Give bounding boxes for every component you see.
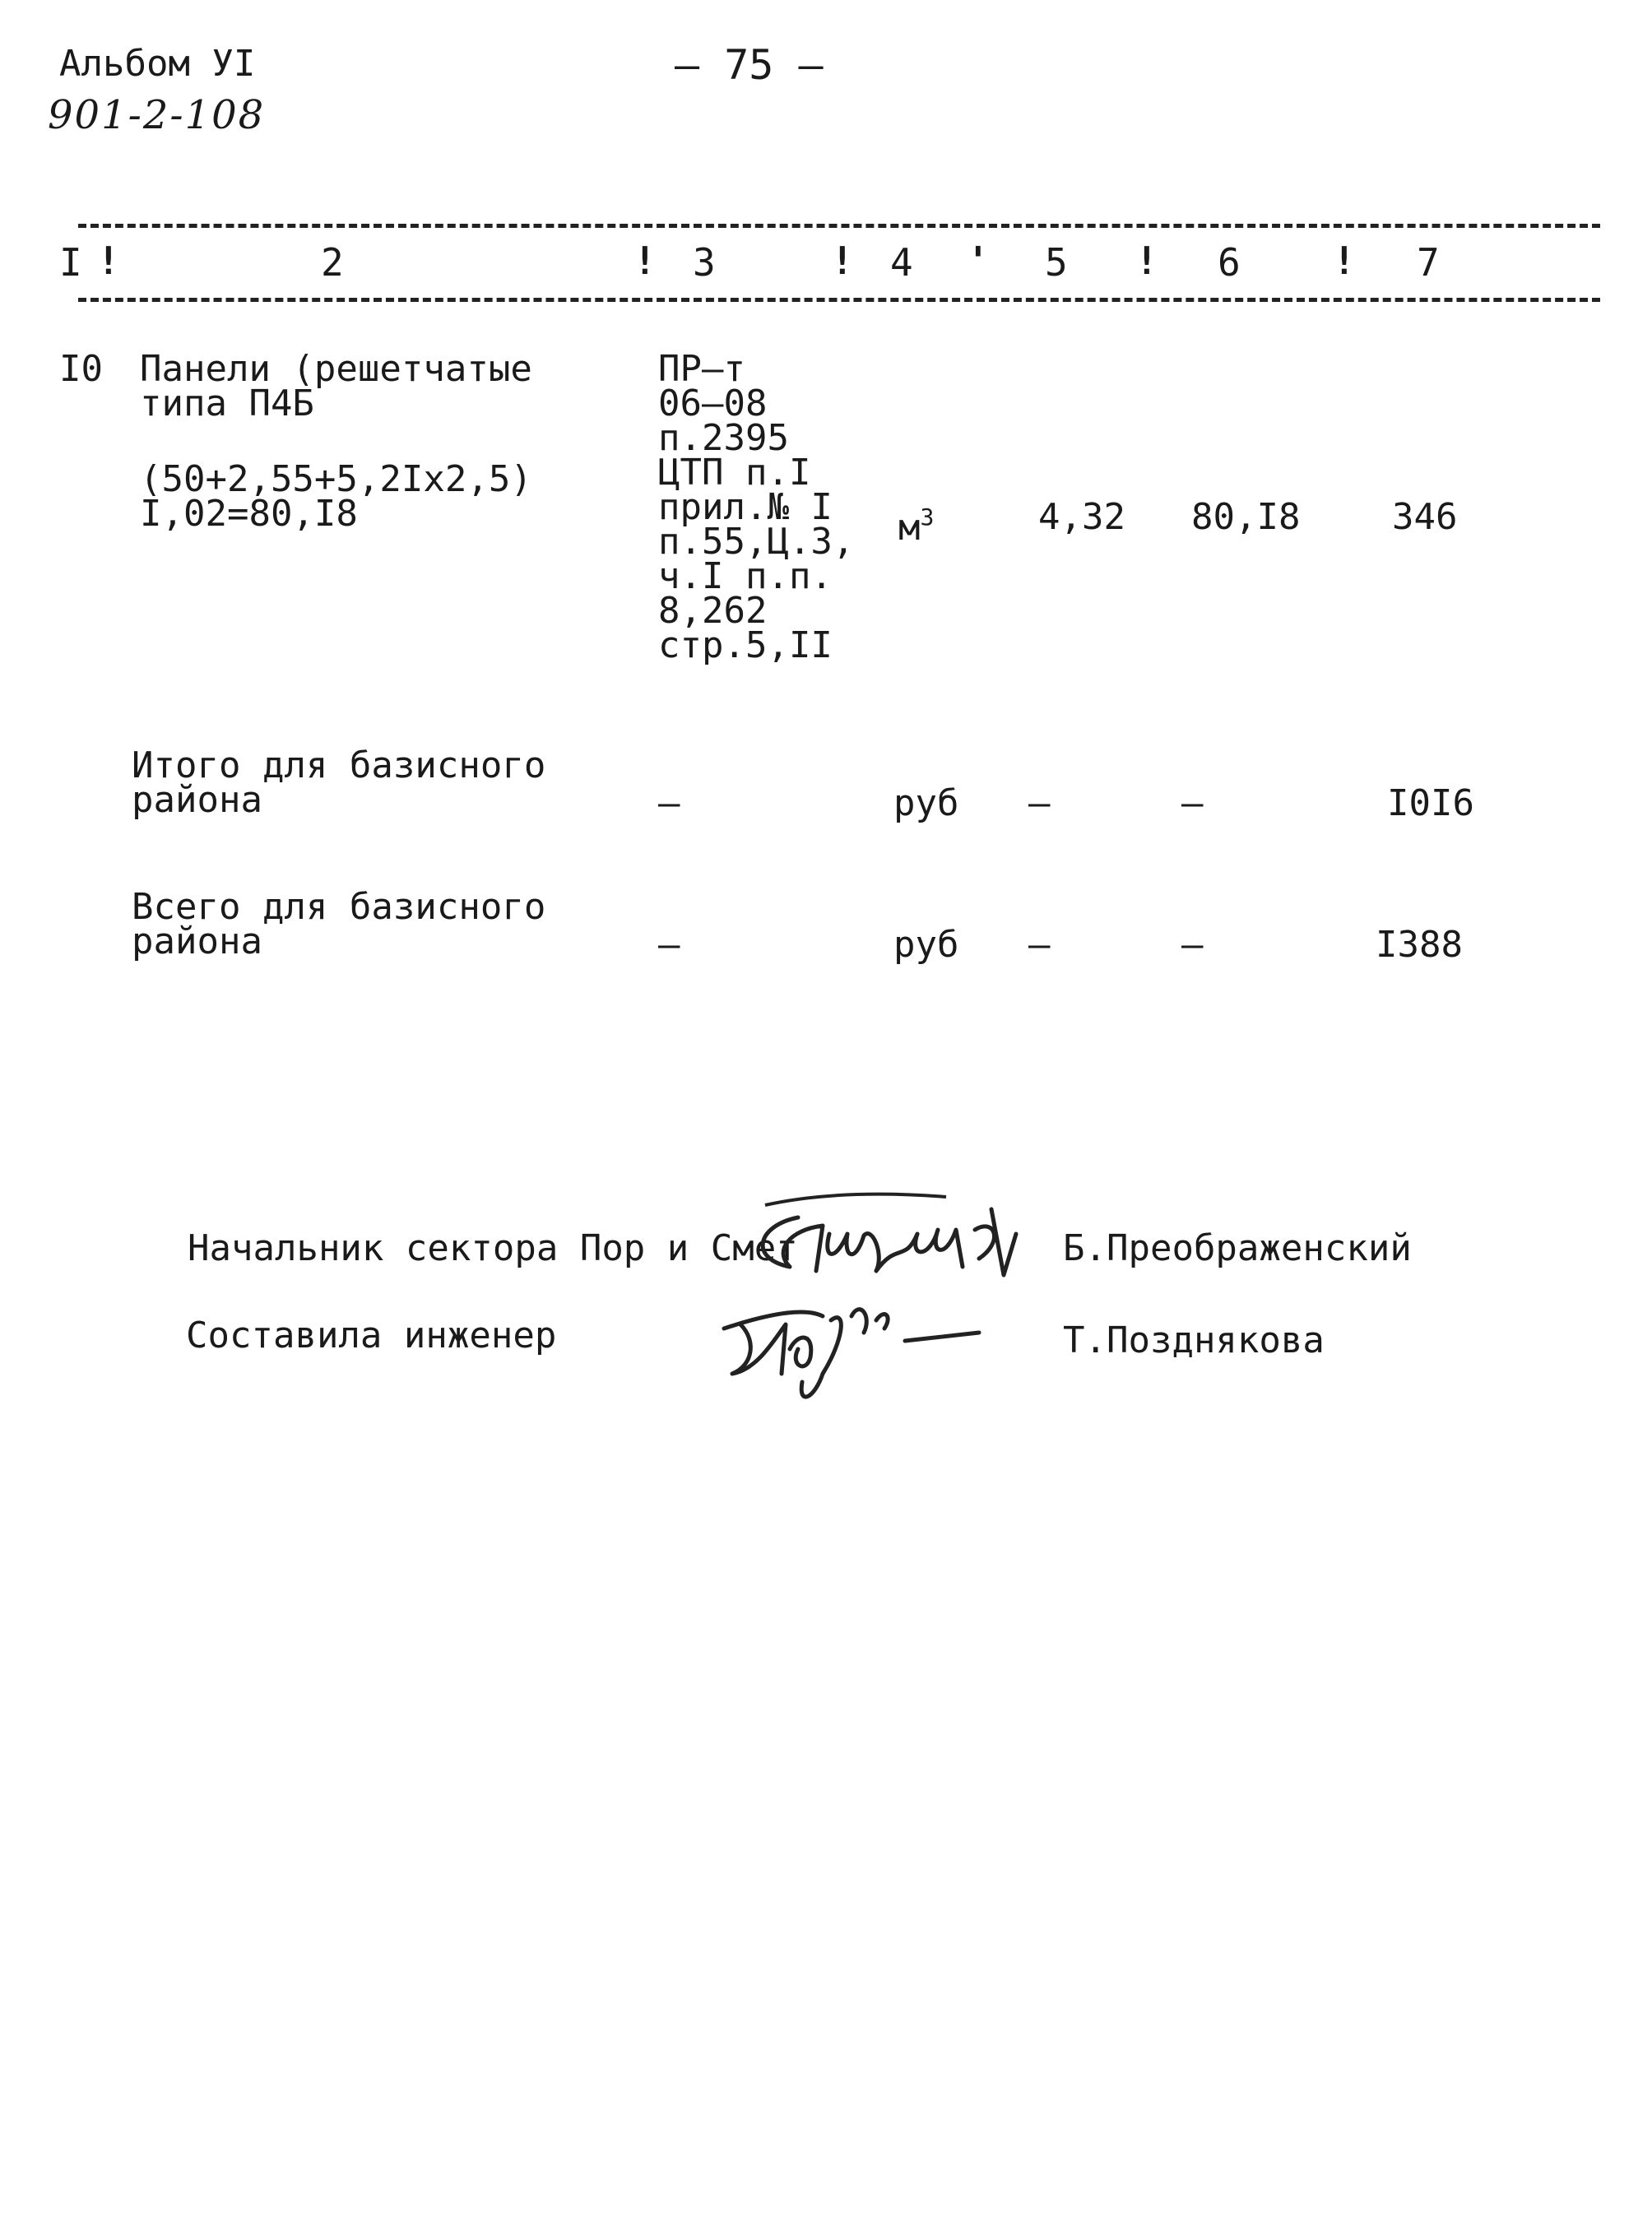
table-top-rule xyxy=(78,224,1600,228)
signature-name-engineer: Т.Позднякова xyxy=(1063,1319,1325,1361)
column-separator: ' xyxy=(967,239,990,283)
grandtotal-total: I388 xyxy=(1376,924,1463,966)
row-number: I0 xyxy=(59,348,103,390)
signature-line-engineer: Составила инженер xyxy=(186,1315,557,1356)
handwritten-signature-head xyxy=(740,1185,1086,1291)
handwritten-signature-engineer xyxy=(708,1283,1004,1415)
album-label: Альбом УI xyxy=(59,43,256,85)
column-header-2: 2 xyxy=(321,240,344,285)
page-number: – 75 – xyxy=(675,41,824,89)
subtotal-unit: руб xyxy=(893,782,959,824)
table-header-rule xyxy=(78,298,1600,302)
subtotal-total: I0I6 xyxy=(1387,782,1474,824)
column-separator: ! xyxy=(97,239,120,283)
grandtotal-price: – xyxy=(1028,924,1051,966)
item-name: Панели (решетчатые типа П4Б xyxy=(140,348,532,424)
grandtotal-reference: – xyxy=(658,924,680,966)
column-header-1: I xyxy=(59,240,82,285)
column-header-3: 3 xyxy=(693,240,716,285)
column-separator: ! xyxy=(831,239,854,283)
column-separator: ! xyxy=(1135,239,1158,283)
subtotal-price: – xyxy=(1028,782,1051,824)
item-quantity: 80,I8 xyxy=(1191,496,1301,538)
column-separator: ! xyxy=(633,239,657,283)
grandtotal-unit: руб xyxy=(893,924,959,966)
grandtotal-label: Всего для базисного района xyxy=(132,886,546,962)
column-header-6: 6 xyxy=(1218,240,1241,285)
subtotal-label: Итого для базисного района xyxy=(132,744,546,821)
item-total: 346 xyxy=(1392,496,1458,538)
signature-name-head: Б.Преображенский xyxy=(1063,1227,1412,1269)
column-header-4: 4 xyxy=(890,240,913,285)
item-unit: $м^3$ xyxy=(898,503,935,549)
item-reference: ПР–т 06–08 п.2395 ЦТП п.I прил.№ I п.55,Ц.3, ч.I п.п. 8,262 стр.5,II xyxy=(658,348,855,666)
subtotal-quantity: – xyxy=(1181,782,1204,824)
subtotal-reference: – xyxy=(658,782,680,824)
column-separator: ! xyxy=(1333,239,1356,283)
item-formula: (50+2,55+5,2Iх2,5) I,02=80,I8 xyxy=(140,458,532,535)
column-header-7: 7 xyxy=(1417,240,1440,285)
signature-line-head: Начальник сектора Пор и Смет xyxy=(188,1227,798,1269)
album-code-handwritten: 901-2-108 xyxy=(48,92,266,138)
item-price: 4,32 xyxy=(1038,496,1125,538)
column-header-5: 5 xyxy=(1045,240,1068,285)
grandtotal-quantity: – xyxy=(1181,924,1204,966)
